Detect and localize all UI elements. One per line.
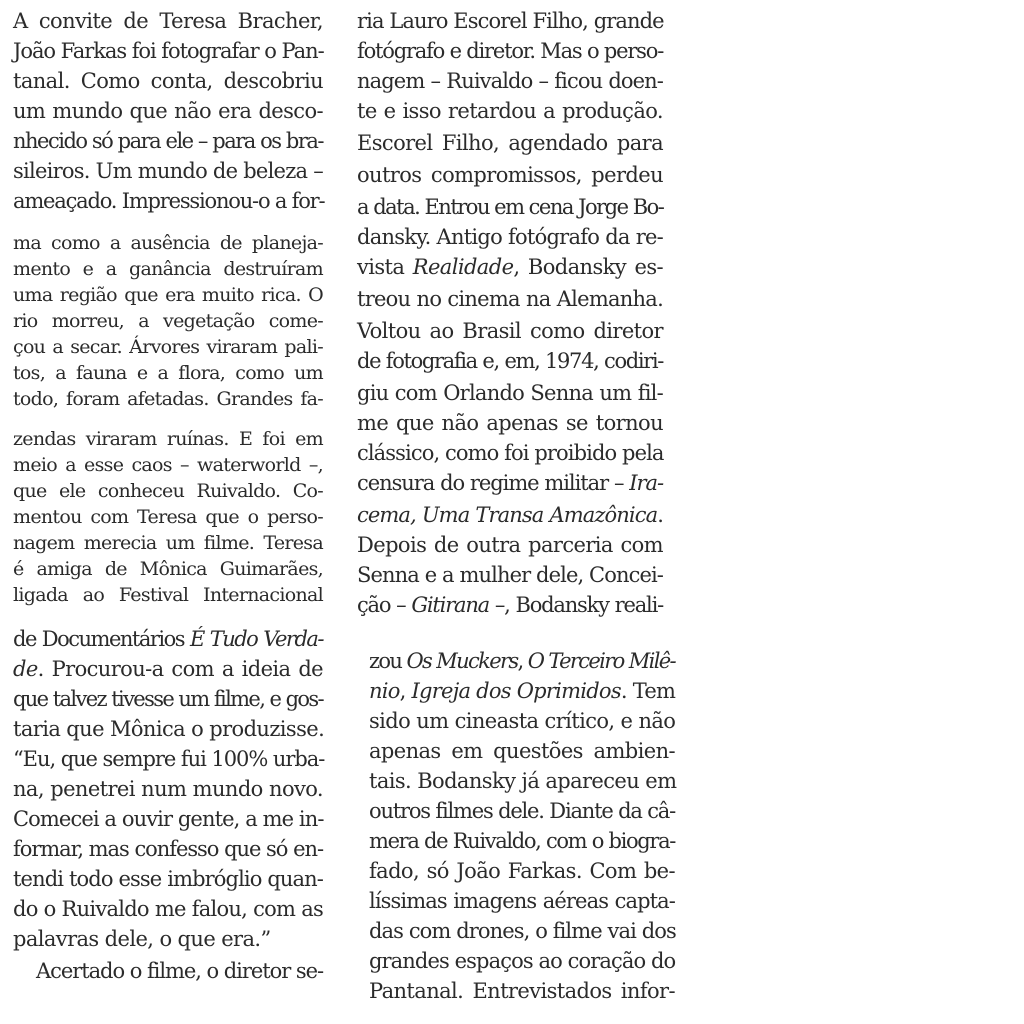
text-line: Depois de outra parceria com [357,533,663,557]
film-title: O Terceiro Milê- [527,649,675,673]
text-line: outros compromissos, perdeu [357,163,663,187]
text-line: nhecido só para ele – para os bra- [13,129,323,153]
text-line: de fotografia e, em, 1974, codiri- [357,349,663,373]
text-line: grandes espaços ao coração do [369,949,676,973]
magazine-title: Realidade [412,255,514,279]
text-line: apenas em questões ambien- [369,739,675,763]
film-title: Gitirana [411,593,489,617]
text-line: Voltou ao Brasil como diretor [357,319,663,343]
text-line: ameaçado. Impressionou-o a for- [13,189,325,213]
text-line: palavras dele, o que era.” [13,927,271,951]
text-run: censura do regime militar – [357,471,630,495]
text-line [357,472,663,496]
film-title: Ira- [629,471,663,495]
text-line: Senna e a mulher dele, Concei- [357,563,663,587]
text-line: mera de Ruivaldo, com o biogra- [369,829,675,853]
text-line: nagem – Ruivaldo – ficou doen- [357,69,663,93]
text-line: fotógrafo e diretor. Mas o perso- [357,39,664,63]
text-line [13,658,323,682]
text-line: na, penetrei num mundo novo. [13,777,323,801]
text-line: Pantanal. Entrevistados infor- [369,979,675,1003]
text-line: tos, a fauna e a flora, como um [13,362,323,384]
text-line: clássico, como foi proibido pela [357,441,664,465]
text-line: nagem merecia um filme. Teresa [13,532,323,554]
film-title: cema, Uma Transa Amazônica [357,503,658,527]
text-line: sido um cineasta crítico, e não [369,709,676,733]
text-line: çou a secar. Árvores viraram pali- [13,336,323,358]
text-run: vista [357,255,413,279]
text-run: , [399,679,412,703]
text-line: meio a esse caos – waterworld –, [13,454,323,476]
text-line: outros filmes dele. Diante da câ- [369,799,675,823]
text-run: de Documentários [13,627,190,651]
text-line: a data. Entrou em cena Jorge Bo- [357,195,664,219]
text-line: giu com Orlando Senna um fil- [357,381,663,405]
text-line [357,594,663,618]
text-line: treou no cinema na Alemanha. [357,287,663,311]
text-line: tais. Bodansky já apareceu em [369,769,677,793]
text-run: . Tem [620,679,676,703]
text-line [357,504,663,528]
text-line: João Farkas foi fotografar o Pan- [13,39,324,63]
text-line: taria que Mônica o produzisse. [13,717,325,741]
text-line: sileiros. Um mundo de beleza – [13,159,323,183]
text-run: , [517,649,528,673]
text-line: fado, só João Farkas. Com be- [369,859,675,883]
film-title: Os Muckers [406,649,518,673]
text-line [369,680,675,704]
text-run: . Procurou-a com a ideia de [37,657,323,681]
text-line: zendas viraram ruínas. E foi em [13,428,323,450]
text-line [13,628,323,652]
text-line: que ele conheceu Ruivaldo. Co- [13,480,323,502]
text-line: é amiga de Mônica Guimarães, [13,558,323,580]
text-line: uma região que era muito rica. O [13,284,323,306]
text-line: mento e a ganância destruíram [13,258,323,280]
text-line: todo, foram afetadas. Grandes fa- [13,388,323,410]
text-line: do o Ruivaldo me falou, com as [13,897,323,921]
text-line: que talvez tivesse um filme, e gos- [13,687,323,711]
text-line: ria Lauro Escorel Filho, grande [357,9,664,33]
text-line [369,650,675,674]
film-title: nio [369,679,400,703]
text-line: líssimas imagens aéreas capta- [369,889,675,913]
text-run: , Bodansky es- [513,255,663,279]
text-line: Acertado o filme, o diretor se- [36,959,323,983]
text-line: um mundo que não era desco- [13,99,323,123]
text-line: tanal. Como conta, descobriu [13,69,323,93]
text-line: formar, mas confesso que só en- [13,837,323,861]
text-line: ligada ao Festival Internacional [13,584,323,606]
film-title: Igreja dos Oprimidos [411,679,621,703]
text-line: Comecei a ouvir gente, a me in- [13,807,324,831]
film-title: É Tudo Verda- [189,627,323,651]
text-run: . [657,503,663,527]
text-line: te e isso retardou a produção. [357,99,663,123]
text-run: –, Bodansky reali- [489,593,663,617]
text-run: ção – [357,593,412,617]
text-line: ma como a ausência de planeja- [13,232,323,254]
text-line: dansky. Antigo fotógrafo da re- [357,225,663,249]
text-line: Escorel Filho, agendado para [357,131,663,155]
text-line: mentou com Teresa que o perso- [13,506,323,528]
text-line: me que não apenas se tornou [357,411,663,435]
text-line: tendi todo esse imbróglio quan- [13,867,323,891]
text-line: A convite de Teresa Bracher, [13,9,323,33]
text-run: zou [369,649,407,673]
text-line: das com drones, o filme vai dos [369,919,676,943]
text-line: “Eu, que sempre fui 100% urba- [13,747,325,771]
text-line [357,256,663,280]
text-line: rio morreu, a vegetação come- [13,310,323,332]
film-title: de [13,657,38,681]
